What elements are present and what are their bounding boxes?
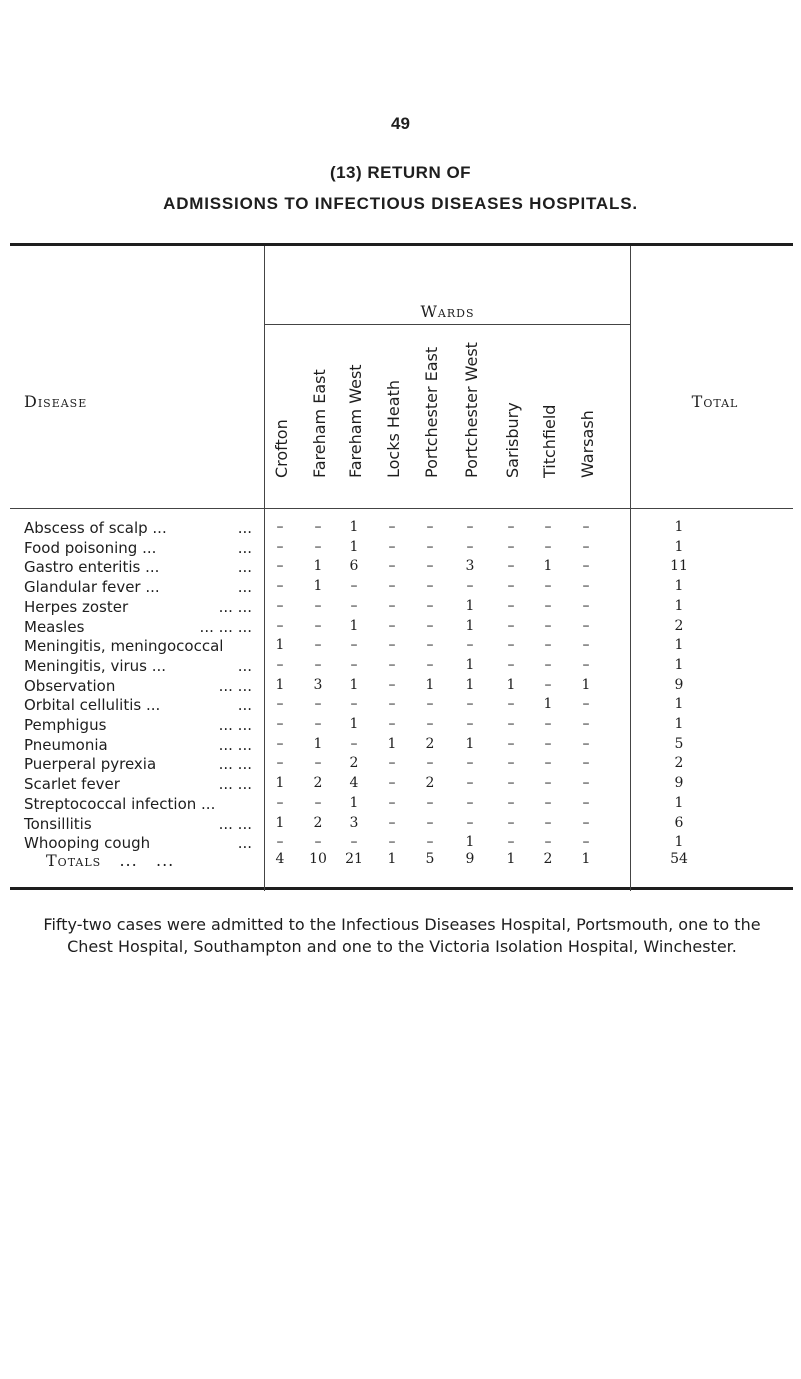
ward-count-cell: – xyxy=(276,597,284,614)
leader-dots: ... ... xyxy=(218,597,252,616)
ward-column-label: Portchester East xyxy=(422,346,441,478)
bottom-rule xyxy=(10,887,793,890)
ward-count-cell: 1 xyxy=(313,735,323,752)
ward-count-cell: – xyxy=(507,834,515,851)
ward-count-cell: 1 xyxy=(387,735,397,752)
divider-wards-header xyxy=(264,324,630,325)
ward-count-cell: 1 xyxy=(465,834,475,851)
ward-count-cell: 3 xyxy=(349,814,359,831)
ward-count-cell: – xyxy=(582,834,590,851)
disease-name: Observation xyxy=(24,676,116,695)
ward-count-cell: – xyxy=(388,676,396,693)
ward-count-cell: – xyxy=(507,775,515,792)
ward-count-cell: – xyxy=(466,814,474,831)
ward-count-cell: 1 xyxy=(349,519,359,535)
ward-count-cell: 1 xyxy=(275,637,285,654)
ward-column-label: Warsash xyxy=(578,410,597,478)
table-row xyxy=(0,755,801,775)
ward-count-cell: – xyxy=(388,637,396,654)
ward-count-cell: – xyxy=(426,656,434,673)
ward-total-cell: 1 xyxy=(387,851,397,867)
ward-column-header xyxy=(536,352,560,497)
ward-column-label: Sarisbury xyxy=(503,402,522,478)
ward-count-cell: – xyxy=(388,597,396,614)
totals-label: Totals ... ... xyxy=(46,851,175,870)
ward-count-cell: – xyxy=(582,519,590,535)
disease-name: Meningitis, virus ... xyxy=(24,656,167,675)
ward-count-cell: – xyxy=(507,755,515,772)
table-row xyxy=(0,815,801,835)
ward-count-cell: 1 xyxy=(275,775,285,792)
table-row xyxy=(0,598,801,618)
ward-count-cell: – xyxy=(544,519,552,535)
ward-count-cell: 1 xyxy=(581,676,591,693)
table-row xyxy=(0,618,801,638)
ward-total-cell: 2 xyxy=(543,851,553,867)
ward-count-cell: 1 xyxy=(349,794,359,811)
ward-count-cell: – xyxy=(350,637,358,654)
ward-count-cell: – xyxy=(276,617,284,634)
ward-count-cell: – xyxy=(350,578,358,595)
ward-count-cell: – xyxy=(544,716,552,732)
table-row xyxy=(0,539,801,559)
disease-name: Meningitis, meningococcal xyxy=(24,637,224,656)
ward-count-cell: 1 xyxy=(425,676,435,693)
ward-count-cell: – xyxy=(426,597,434,614)
row-total-cell: 1 xyxy=(674,696,684,713)
table-row xyxy=(0,696,801,716)
ward-column-header xyxy=(268,352,292,497)
ward-count-cell: – xyxy=(507,558,515,575)
ward-count-cell: – xyxy=(388,834,396,851)
ward-column-header xyxy=(380,352,404,497)
ward-count-cell: – xyxy=(426,716,434,732)
disease-name: Whooping cough xyxy=(24,834,151,853)
ward-count-cell: – xyxy=(544,578,552,595)
title-line-1: (13) RETURN OF xyxy=(329,163,472,182)
ward-count-cell: – xyxy=(544,597,552,614)
ward-count-cell: – xyxy=(426,755,434,772)
ward-count-cell: – xyxy=(507,578,515,595)
table-row xyxy=(0,578,801,598)
ward-count-cell: – xyxy=(314,696,322,713)
ward-count-cell: – xyxy=(466,696,474,713)
disease-name: Abscess of scalp ... xyxy=(24,519,167,537)
ward-total-cell: 1 xyxy=(506,851,516,867)
disease-name: Puerperal pyrexia xyxy=(24,755,157,774)
disease-name: Measles xyxy=(24,617,85,636)
ward-count-cell: – xyxy=(388,814,396,831)
ward-count-cell: – xyxy=(582,656,590,673)
ward-column-label: Titchfield xyxy=(540,404,559,478)
row-total-cell: 1 xyxy=(674,834,684,851)
ward-count-cell: – xyxy=(388,794,396,811)
ward-count-cell: 2 xyxy=(425,775,435,792)
ward-count-cell: – xyxy=(582,558,590,575)
ward-count-cell: – xyxy=(582,578,590,595)
ward-count-cell: – xyxy=(314,656,322,673)
page-number: 49 xyxy=(391,114,410,133)
disease-name: Tonsillitis xyxy=(24,814,92,833)
row-total-cell: 2 xyxy=(674,617,684,634)
ward-count-cell: – xyxy=(314,716,322,732)
ward-count-cell: – xyxy=(466,578,474,595)
ward-column-header xyxy=(499,352,523,497)
ward-total-cell: 10 xyxy=(309,851,327,867)
leader-dots: ... ... xyxy=(218,775,252,794)
ward-column-label: Crofton xyxy=(272,419,291,478)
ward-count-cell: – xyxy=(388,558,396,575)
ward-count-cell: – xyxy=(426,794,434,811)
leader-dots: ... ... xyxy=(218,716,252,734)
ward-count-cell: – xyxy=(388,519,396,535)
ward-count-cell: – xyxy=(582,617,590,634)
ward-count-cell: – xyxy=(544,775,552,792)
ward-count-cell: 1 xyxy=(313,578,323,595)
table-row xyxy=(0,736,801,756)
ward-count-cell: 1 xyxy=(543,696,553,713)
ward-count-cell: 2 xyxy=(313,775,323,792)
ward-count-cell: 1 xyxy=(465,735,475,752)
ward-count-cell: 2 xyxy=(425,735,435,752)
ward-column-header xyxy=(342,352,366,497)
ward-count-cell: 1 xyxy=(543,558,553,575)
ward-count-cell: – xyxy=(582,735,590,752)
row-total-cell: 2 xyxy=(674,755,684,772)
ward-count-cell: 1 xyxy=(313,558,323,575)
ward-total-cell: 5 xyxy=(425,851,435,867)
ward-count-cell: – xyxy=(466,637,474,654)
ward-count-cell: – xyxy=(276,794,284,811)
ward-count-cell: – xyxy=(544,656,552,673)
ward-column-label: Fareham East xyxy=(310,369,329,478)
ward-count-cell: 1 xyxy=(275,676,285,693)
ward-count-cell: 1 xyxy=(349,617,359,634)
ward-count-cell: 1 xyxy=(349,676,359,693)
ward-column-header xyxy=(574,352,598,497)
footnote: Fifty-two cases were admitted to the Infectious Diseases Hospital, Portsmouth, one to the Chest Hospital, Southampton and one to the Victoria Isolation Hospital, Winchester. xyxy=(43,915,761,956)
row-total-cell: 1 xyxy=(674,656,684,673)
ward-total-cell: 1 xyxy=(581,851,591,867)
table-row xyxy=(0,637,801,657)
row-total-cell: 6 xyxy=(674,814,684,831)
ward-count-cell: – xyxy=(388,716,396,732)
ward-count-cell: – xyxy=(582,637,590,654)
ward-count-cell: – xyxy=(388,755,396,772)
ward-count-cell: – xyxy=(388,617,396,634)
ward-count-cell: – xyxy=(544,735,552,752)
ward-count-cell: – xyxy=(507,617,515,634)
ward-count-cell: 1 xyxy=(349,538,359,555)
ward-count-cell: 1 xyxy=(275,814,285,831)
ward-count-cell: – xyxy=(466,794,474,811)
ward-count-cell: – xyxy=(426,519,434,535)
ward-count-cell: – xyxy=(582,794,590,811)
ward-count-cell: – xyxy=(276,834,284,851)
ward-count-cell: – xyxy=(314,755,322,772)
ward-count-cell: – xyxy=(388,656,396,673)
leader-dots: ... ... xyxy=(218,735,252,754)
ward-count-cell: – xyxy=(388,696,396,713)
ward-count-cell: 2 xyxy=(349,755,359,772)
ward-count-cell: – xyxy=(388,578,396,595)
table-row xyxy=(0,795,801,815)
leader-dots: ... xyxy=(237,538,252,557)
leader-dots: ... ... xyxy=(218,676,252,695)
ward-count-cell: 3 xyxy=(313,676,323,693)
ward-count-cell: 6 xyxy=(349,558,359,575)
ward-column-label: Portchester West xyxy=(462,342,481,478)
ward-count-cell: – xyxy=(388,538,396,555)
ward-count-cell: – xyxy=(466,775,474,792)
ward-count-cell: – xyxy=(544,755,552,772)
row-total-cell: 1 xyxy=(674,637,684,654)
ward-count-cell: – xyxy=(507,538,515,555)
ward-count-cell: 4 xyxy=(349,775,359,792)
leader-dots: ... xyxy=(237,578,252,597)
ward-count-cell: – xyxy=(582,696,590,713)
ward-count-cell: – xyxy=(582,716,590,732)
ward-column-header xyxy=(306,352,330,497)
ward-count-cell: – xyxy=(314,538,322,555)
top-rule xyxy=(10,243,793,246)
ward-count-cell: – xyxy=(388,775,396,792)
ward-count-cell: – xyxy=(466,538,474,555)
ward-count-cell: – xyxy=(276,755,284,772)
ward-count-cell: – xyxy=(426,814,434,831)
ward-count-cell: – xyxy=(544,834,552,851)
ward-count-cell: 1 xyxy=(506,676,516,693)
title-line-2: ADMISSIONS TO INFECTIOUS DISEASES HOSPITALS. xyxy=(163,194,638,213)
leader-dots: ... xyxy=(237,558,252,577)
ward-count-cell: – xyxy=(544,538,552,555)
ward-count-cell: – xyxy=(426,637,434,654)
disease-name: Streptococcal infection ... xyxy=(24,794,216,813)
ward-count-cell: – xyxy=(582,814,590,831)
disease-name: Pneumonia xyxy=(24,735,108,754)
ward-count-cell: – xyxy=(507,597,515,614)
ward-count-cell: – xyxy=(544,794,552,811)
ward-count-cell: – xyxy=(276,519,284,535)
disease-header: Disease xyxy=(24,392,88,411)
leader-dots: ... ... xyxy=(218,755,252,774)
ward-count-cell: – xyxy=(314,617,322,634)
disease-name: Food poisoning ... xyxy=(24,538,157,557)
ward-count-cell: – xyxy=(350,597,358,614)
ward-count-cell: – xyxy=(544,617,552,634)
ward-count-cell: – xyxy=(276,696,284,713)
disease-name: Glandular fever ... xyxy=(24,578,160,597)
ward-count-cell: – xyxy=(276,656,284,673)
ward-count-cell: – xyxy=(350,696,358,713)
ward-count-cell: – xyxy=(507,735,515,752)
table-row xyxy=(0,657,801,677)
ward-total-cell: 9 xyxy=(465,851,475,867)
leader-dots: ... xyxy=(237,834,252,853)
ward-count-cell: 1 xyxy=(465,597,475,614)
ward-count-cell: – xyxy=(544,676,552,693)
table-row xyxy=(0,677,801,697)
ward-count-cell: – xyxy=(314,834,322,851)
ward-column-label: Locks Heath xyxy=(384,380,403,478)
grand-total-cell: 54 xyxy=(670,851,688,867)
ward-count-cell: 1 xyxy=(349,716,359,732)
row-total-cell: 9 xyxy=(674,775,684,792)
ward-count-cell: – xyxy=(314,637,322,654)
ward-count-cell: – xyxy=(507,814,515,831)
ward-count-cell: – xyxy=(507,696,515,713)
wards-header: Wards xyxy=(420,302,475,321)
ward-total-cell: 21 xyxy=(345,851,363,867)
ward-count-cell: – xyxy=(276,538,284,555)
divider-header-body xyxy=(10,508,793,509)
ward-count-cell: – xyxy=(582,775,590,792)
leader-dots: ... xyxy=(237,656,252,675)
ward-count-cell: – xyxy=(466,716,474,732)
row-total-cell: 1 xyxy=(674,519,684,535)
ward-count-cell: – xyxy=(426,538,434,555)
row-total-cell: 9 xyxy=(674,676,684,693)
ward-count-cell: – xyxy=(582,755,590,772)
table-row xyxy=(0,775,801,795)
total-header: Total xyxy=(691,392,739,411)
ward-count-cell: – xyxy=(426,558,434,575)
ward-count-cell: – xyxy=(276,735,284,752)
ward-count-cell: 2 xyxy=(313,814,323,831)
ward-count-cell: – xyxy=(314,519,322,535)
ward-count-cell: – xyxy=(276,558,284,575)
ward-count-cell: – xyxy=(314,597,322,614)
ward-count-cell: – xyxy=(466,755,474,772)
ward-count-cell: – xyxy=(507,656,515,673)
ward-count-cell: – xyxy=(276,578,284,595)
ward-column-label: Fareham West xyxy=(346,364,365,478)
ward-count-cell: – xyxy=(426,617,434,634)
row-total-cell: 1 xyxy=(674,578,684,595)
leader-dots: ... ... xyxy=(218,814,252,833)
ward-count-cell: 3 xyxy=(465,558,475,575)
ward-count-cell: – xyxy=(507,519,515,535)
ward-count-cell: – xyxy=(426,696,434,713)
table-row xyxy=(0,558,801,578)
disease-name: Herpes zoster xyxy=(24,597,129,616)
ward-count-cell: – xyxy=(276,716,284,732)
row-total-cell: 5 xyxy=(674,735,684,752)
disease-name: Scarlet fever xyxy=(24,775,120,794)
ward-count-cell: – xyxy=(350,656,358,673)
ward-count-cell: – xyxy=(544,814,552,831)
leader-dots: ... xyxy=(237,696,252,715)
disease-name: Gastro enteritis ... xyxy=(24,558,160,577)
ward-count-cell: – xyxy=(544,637,552,654)
row-total-cell: 1 xyxy=(674,538,684,555)
ward-count-cell: 1 xyxy=(465,656,475,673)
ward-count-cell: 1 xyxy=(465,617,475,634)
ward-count-cell: – xyxy=(350,834,358,851)
ward-count-cell: – xyxy=(582,538,590,555)
ward-count-cell: – xyxy=(507,794,515,811)
ward-count-cell: – xyxy=(314,794,322,811)
row-total-cell: 11 xyxy=(670,558,688,575)
ward-count-cell: – xyxy=(507,637,515,654)
disease-name: Orbital cellulitis ... xyxy=(24,696,161,715)
disease-name: Pemphigus xyxy=(24,716,107,734)
row-total-cell: 1 xyxy=(674,716,684,732)
ward-count-cell: – xyxy=(350,735,358,752)
table-row xyxy=(0,519,801,539)
totals-row xyxy=(0,851,801,871)
ward-count-cell: – xyxy=(582,597,590,614)
ward-count-cell: 1 xyxy=(465,676,475,693)
ward-column-header xyxy=(418,346,442,497)
row-total-cell: 1 xyxy=(674,597,684,614)
leader-dots: ... ... ... xyxy=(199,617,252,636)
ward-total-cell: 4 xyxy=(275,851,285,867)
row-total-cell: 1 xyxy=(674,794,684,811)
ward-count-cell: – xyxy=(426,578,434,595)
ward-count-cell: – xyxy=(466,519,474,535)
ward-count-cell: – xyxy=(507,716,515,732)
ward-column-header xyxy=(458,342,482,497)
table-row xyxy=(0,716,801,736)
leader-dots: ... xyxy=(237,519,252,537)
ward-count-cell: – xyxy=(426,834,434,851)
